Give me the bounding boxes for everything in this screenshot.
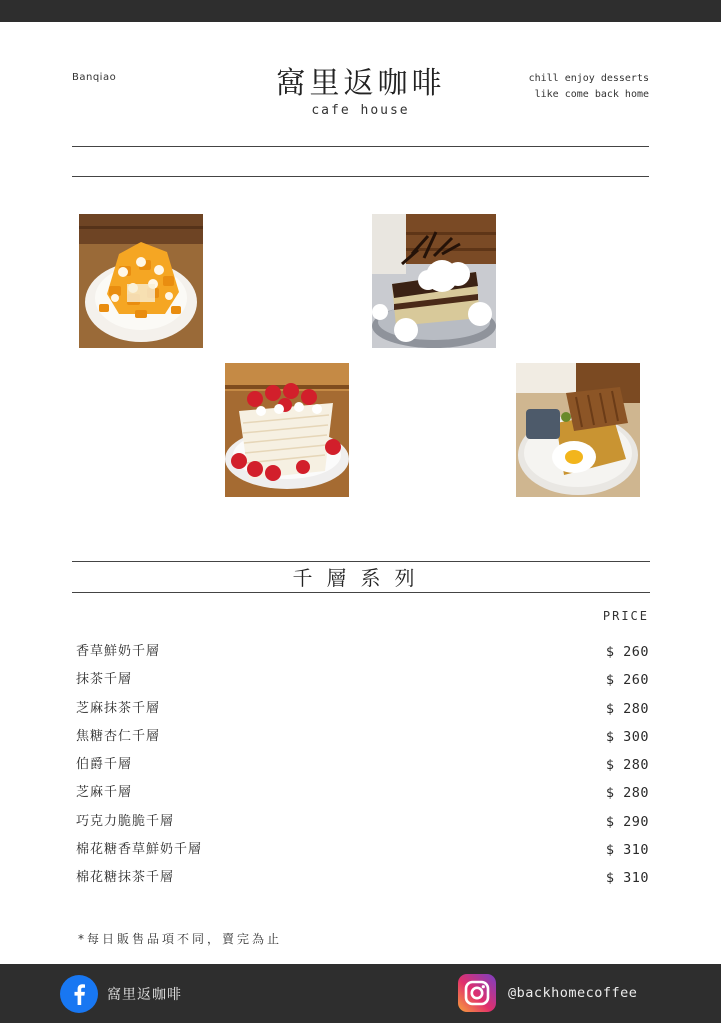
menu-item-price: $ 280: [605, 785, 649, 802]
menu-item-name: 香草鮮奶千層: [76, 644, 161, 659]
chocolate-cake-photo: [372, 214, 496, 348]
menu-list: [76, 638, 649, 893]
availability-note: *每日販售品項不同，賣完為止: [78, 932, 283, 946]
menu-item-price: $ 290: [605, 813, 649, 830]
menu-item: [76, 666, 649, 694]
menu-item-name: 芝麻抹茶千層: [76, 700, 161, 716]
menu-item-price: $ 310: [605, 842, 649, 859]
tagline-line-1: chill enjoy desserts: [528, 73, 649, 84]
facebook-icon[interactable]: [60, 975, 98, 1013]
instagram-handle[interactable]: @backhomecoffee: [508, 985, 638, 1001]
tagline-line-2: like come back home: [534, 89, 649, 100]
cafe-subtitle: cafe house: [311, 103, 410, 118]
menu-item-name: 抹茶千層: [76, 672, 133, 688]
header-divider-bottom: [72, 176, 649, 177]
cafe-title: 窩里返咖啡: [275, 66, 446, 101]
menu-item: [76, 723, 649, 751]
menu-item-price: $ 300: [605, 728, 649, 745]
menu-item: [76, 751, 649, 779]
menu-item-name: 巧克力脆脆千層: [76, 813, 175, 829]
instagram-icon[interactable]: [458, 974, 496, 1012]
top-bar: [0, 0, 721, 22]
section-divider-bottom: [72, 592, 650, 593]
menu-item: [76, 695, 649, 723]
waffle-plate-photo: [516, 363, 640, 497]
menu-item: [76, 864, 649, 892]
price-column-header: PRICE: [602, 609, 649, 623]
menu-item-price: $ 310: [605, 870, 649, 887]
strawberry-crepe-cake-photo: [225, 363, 349, 497]
menu-item-price: $ 280: [605, 700, 649, 717]
tagline: [529, 71, 649, 103]
mango-shaved-ice-photo: [79, 214, 203, 348]
menu-item-price: $ 280: [605, 757, 649, 774]
menu-item: [76, 638, 649, 666]
menu-item: [76, 836, 649, 864]
menu-item-price: $ 260: [605, 672, 649, 689]
menu-item: [76, 779, 649, 807]
facebook-page-name[interactable]: 窩里返咖啡: [107, 987, 182, 1003]
header-divider-top: [72, 146, 649, 147]
menu-item-price: $ 260: [605, 644, 649, 660]
menu-item: [76, 808, 649, 836]
section-title: 千層系列: [292, 566, 429, 590]
menu-item-name: 伯爵千層: [76, 757, 133, 773]
menu-item-name: 棉花糖香草鮮奶千層: [76, 842, 203, 858]
location-label: Banqiao: [72, 72, 117, 83]
menu-item-name: 焦糖杏仁千層: [76, 728, 161, 744]
menu-item-name: 芝麻千層: [76, 785, 133, 801]
menu-item-name: 棉花糖抹茶千層: [76, 870, 175, 886]
